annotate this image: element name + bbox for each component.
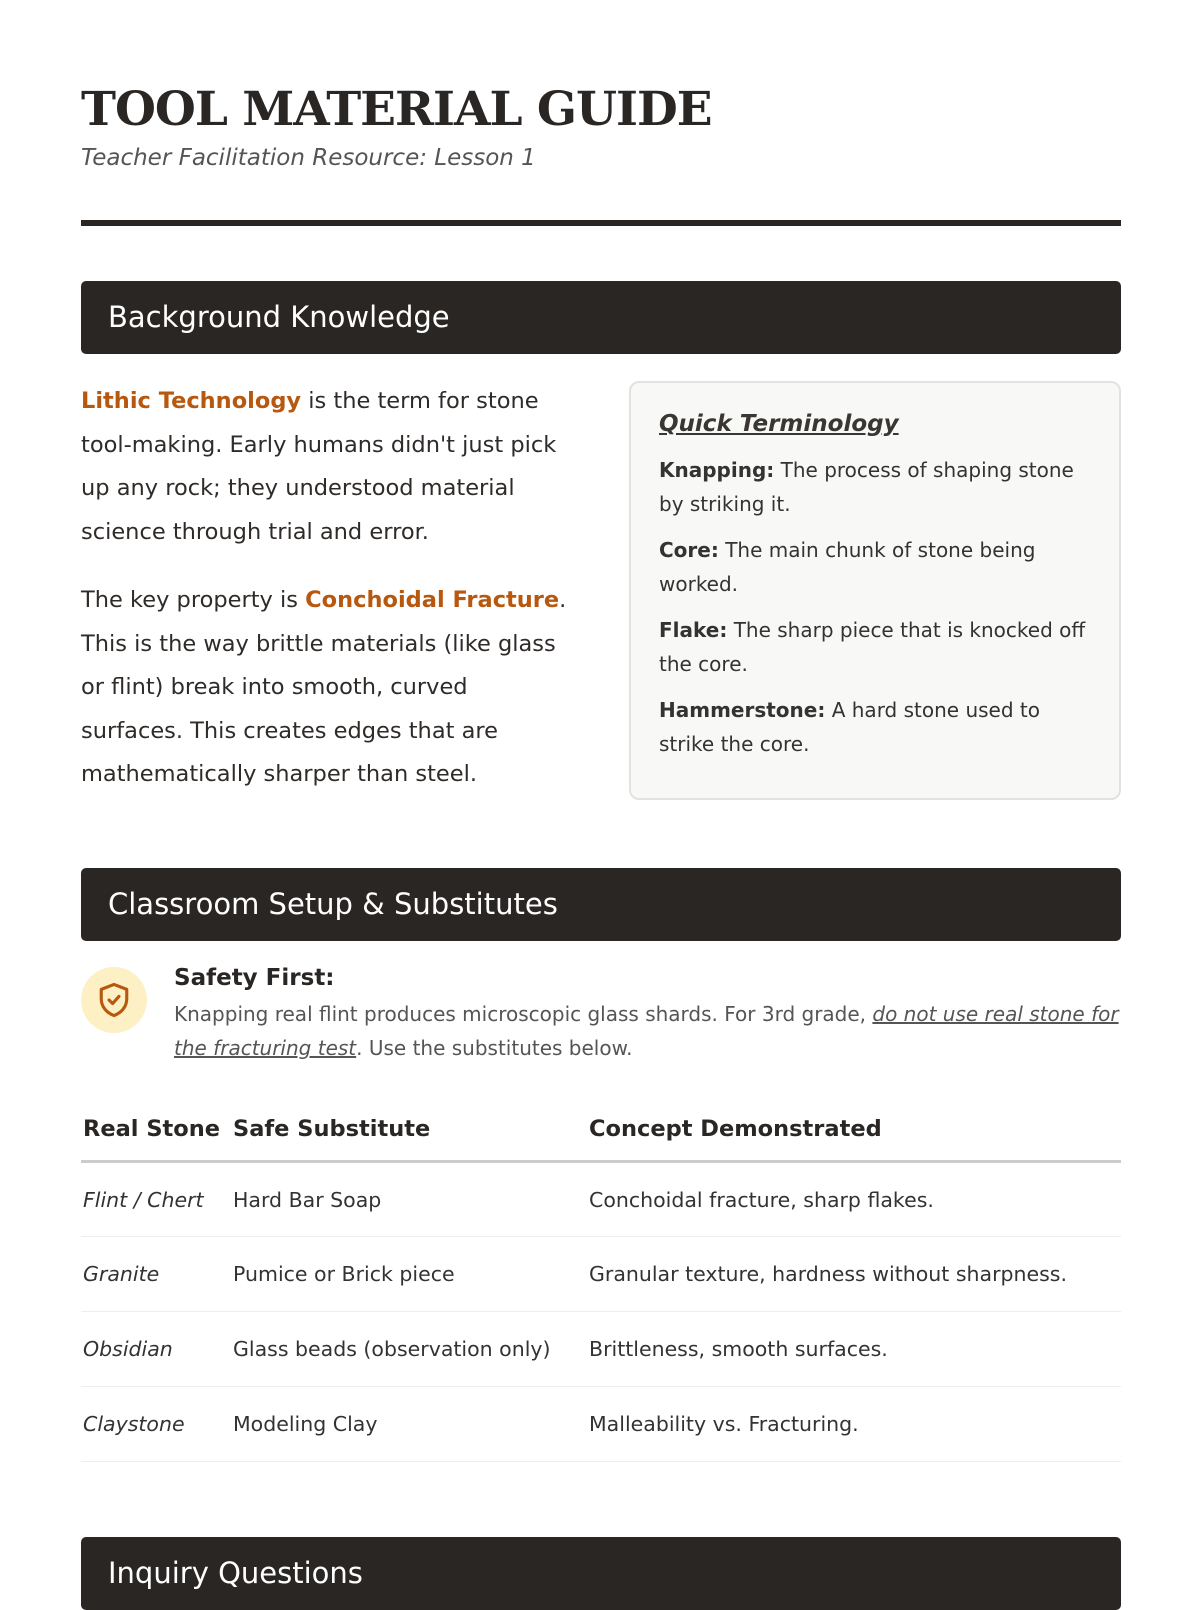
section-heading-setup: Classroom Setup & Substitutes <box>81 868 1121 941</box>
cell: Flint / Chert <box>81 1162 231 1237</box>
page-title: TOOL MATERIAL GUIDE <box>81 82 712 137</box>
term-highlight: Conchoidal Fracture <box>305 587 560 613</box>
cell: Conchoidal fracture, sharp flakes. <box>587 1162 1121 1237</box>
paragraph <box>81 380 571 554</box>
section-heading-background: Background Knowledge <box>81 281 1121 354</box>
column-header: Real Stone <box>81 1110 231 1162</box>
term-item <box>659 453 1091 521</box>
term: Hammerstone: <box>659 698 826 722</box>
cell: Granular texture, hardness without sharpness. <box>587 1237 1121 1312</box>
cell: Obsidian <box>81 1312 231 1387</box>
term-item <box>659 533 1091 601</box>
cell: Claystone <box>81 1387 231 1462</box>
term: Flake: <box>659 618 728 642</box>
term-item <box>659 613 1091 681</box>
terminology-title: Quick Terminology <box>659 411 899 437</box>
terminology-box <box>629 381 1121 800</box>
paragraph-text: is the term for stone tool-making. Early humans didn't just pick up any rock; they understood material science through trial and error. <box>81 388 557 545</box>
cell: Modeling Clay <box>231 1387 587 1462</box>
page-subtitle: Teacher Facilitation Resource: Lesson 1 <box>81 145 536 171</box>
table-row <box>81 1237 1121 1312</box>
safety-text <box>174 997 1124 1065</box>
paragraph <box>81 579 571 797</box>
cell: Pumice or Brick piece <box>231 1237 587 1312</box>
safety-text-part: Knapping real flint produces microscopic glass shards. For 3rd grade, <box>174 1002 873 1026</box>
column-header: Safe Substitute <box>231 1110 587 1162</box>
divider <box>81 220 1121 226</box>
definition: The process of shaping stone by striking it. <box>659 458 1074 516</box>
table-row <box>81 1162 1121 1237</box>
term: Knapping: <box>659 458 775 482</box>
cell: Malleability vs. Fracturing. <box>587 1387 1121 1462</box>
safety-warning: do not use real stone for the fracturing test <box>174 1002 1119 1060</box>
shield-check-icon <box>81 967 147 1033</box>
safety-title: Safety First: <box>174 965 335 991</box>
term-item <box>659 693 1091 761</box>
definition: A hard stone used to strike the core. <box>659 698 1040 756</box>
term-highlight: Lithic Technology <box>81 388 302 414</box>
definition: The main chunk of stone being worked. <box>659 538 1036 596</box>
background-text <box>81 380 571 822</box>
safety-text-part: . Use the substitutes below. <box>356 1036 633 1060</box>
cell: Hard Bar Soap <box>231 1162 587 1237</box>
cell: Granite <box>81 1237 231 1312</box>
table-header-row <box>81 1110 1121 1162</box>
term: Core: <box>659 538 719 562</box>
section-heading-inquiry: Inquiry Questions <box>81 1537 1121 1610</box>
definition: The sharp piece that is knocked off the core. <box>659 618 1086 676</box>
paragraph-text: The key property is <box>81 587 306 613</box>
table-row <box>81 1312 1121 1387</box>
substitutes-table <box>81 1110 1121 1462</box>
cell: Brittleness, smooth surfaces. <box>587 1312 1121 1387</box>
cell: Glass beads (observation only) <box>231 1312 587 1387</box>
table-row <box>81 1387 1121 1462</box>
column-header: Concept Demonstrated <box>587 1110 1121 1162</box>
paragraph-text: . This is the way brittle materials (like glass or flint) break into smooth, curved surfaces. This creates edges that are mathematically sharper than steel. <box>81 587 567 787</box>
